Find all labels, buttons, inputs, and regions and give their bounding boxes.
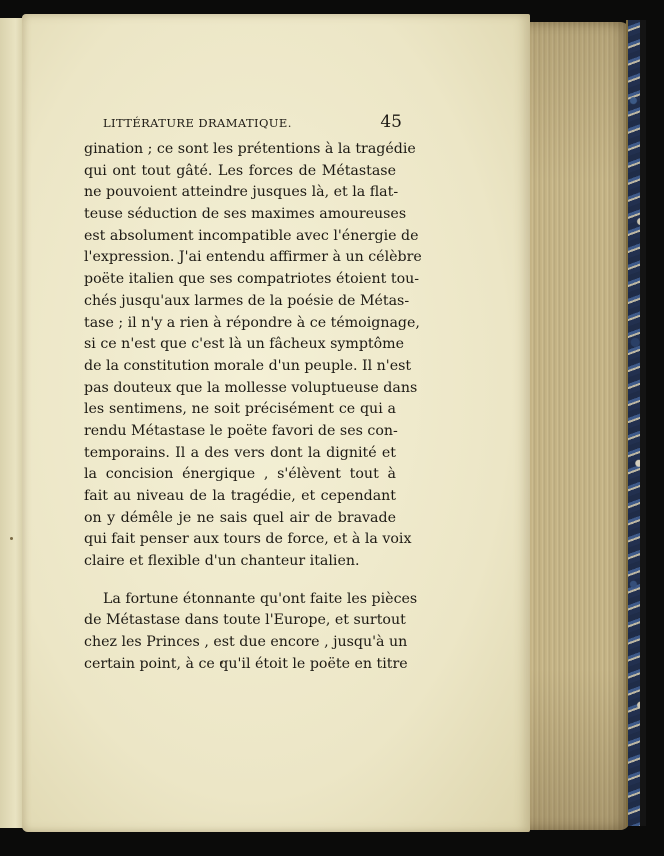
paragraph (84, 589, 418, 676)
text-line: rendu Métastase le poëte favori de ses con- (84, 422, 398, 439)
running-title: LITTÉRATURE DRAMATIQUE. (103, 116, 292, 130)
text-line: de la constitution morale d'un peuple. Il n'est (84, 357, 412, 374)
text-line: chés jusqu'aux larmes de la poésie de Métas- (84, 292, 410, 309)
text-line: certain point, à ce qu'il étoit le poëte en titre (84, 655, 408, 672)
text-line: teuse séduction de ses maximes amoureuses (84, 206, 407, 223)
text-line: la concision énergique , s'élèvent tout à (84, 466, 396, 483)
text-line: chez les Princes , est due encore , jusqu'à un (84, 634, 408, 651)
text-line: est absolument incompatible avec l'énergie de (84, 227, 419, 244)
page-text (84, 112, 422, 676)
text-line: ne pouvoient atteindre jusques là, et la flat- (84, 184, 399, 201)
text-line: claire et flexible d'un chanteur italien. (84, 553, 360, 570)
running-head (84, 112, 402, 136)
text-line: gination ; ce sont les prétentions à la tragédie (84, 141, 416, 157)
text-line: de Métastase dans toute l'Europe, et surtout (84, 612, 406, 629)
cover-edge (640, 20, 646, 826)
page-block-edges (522, 22, 630, 830)
text-line: qui ont tout gâté. Les forces de Métastase (84, 162, 396, 179)
paragraph-spacing (84, 573, 396, 589)
text-line: poëte italien que ses compatriotes étoient tou- (84, 271, 420, 288)
text-line: qui fait penser aux tours de force, et à la voix (84, 531, 412, 548)
page-number: 45 (380, 112, 402, 132)
ink-speck (10, 537, 13, 540)
text-line: temporains. Il a des vers dont la dignité et (84, 444, 396, 461)
text-line: La fortune étonnante qu'ont faite les pièces (103, 590, 418, 607)
text-line: les sentimens, ne soit précisément ce qui a (84, 401, 396, 418)
text-line: on y démêle je ne sais quel air de bravade (84, 509, 396, 526)
text-line: si ce n'est que c'est là un fâcheux symptôme (84, 336, 405, 353)
text-line: pas douteux que la mollesse voluptueuse dans (84, 379, 418, 396)
text-line: tase ; il n'y a rien à répondre à ce témoignage, (84, 314, 420, 331)
paragraph (84, 139, 422, 573)
text-line: fait au niveau de la tragédie, et cependant (84, 488, 396, 504)
text-line: l'expression. J'ai entendu affirmer à un célèbre (84, 249, 422, 266)
